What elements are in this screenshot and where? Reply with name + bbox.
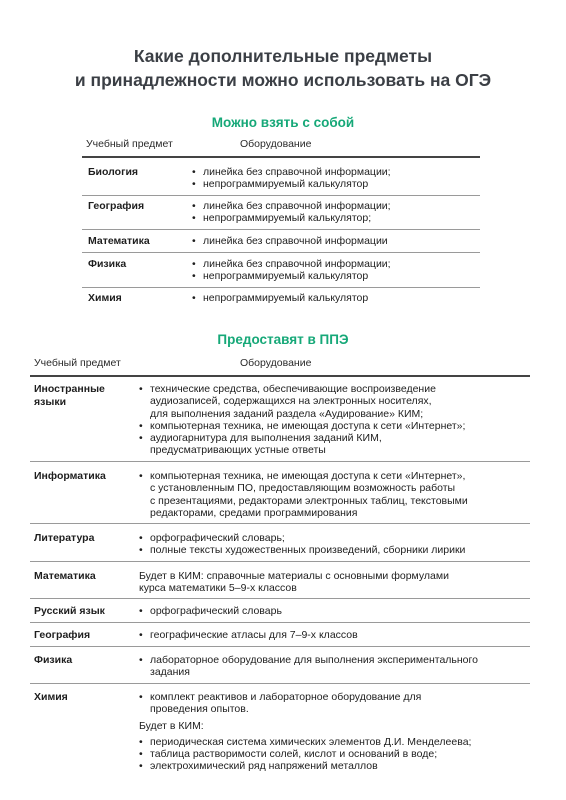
- bring-items-math: [192, 235, 388, 247]
- list-item: • линейка без справочной информации;: [192, 258, 391, 270]
- row-divider: [82, 195, 480, 196]
- provided-subject-informatics: Информатика: [34, 470, 106, 482]
- list-item: • непрограммируемый калькулятор: [192, 292, 369, 304]
- bring-subject-biology: Биология: [88, 166, 139, 178]
- provided-items-math: Будет в КИМ: справочные материалы с основными формулами курса математики 5–9-х классов: [139, 570, 449, 595]
- list-item: • линейка без справочной информации;: [192, 200, 391, 212]
- list-item: • линейка без справочной информации;: [192, 166, 391, 178]
- bring-items-geography: [192, 200, 391, 225]
- bring-items-physics: [192, 258, 391, 283]
- list-item: • таблица растворимости солей, кислот и оснований в воде;: [139, 748, 438, 761]
- row-divider: [30, 646, 530, 647]
- list-item: • компьютерная техника, не имеющая доступа к сети «Интернет»;: [139, 419, 466, 432]
- provided-subject-literature: Литература: [34, 532, 95, 544]
- provided-items-geography: [139, 629, 358, 641]
- section-provided-title: Предоставят в ППЭ: [217, 332, 349, 347]
- bring-header-rule: [82, 156, 480, 158]
- bring-col-equipment: Оборудование: [240, 138, 312, 150]
- row-divider: [30, 523, 530, 524]
- provided-subject-foreign-languages: Иностранные языки: [34, 383, 105, 408]
- provided-items-russian: [139, 605, 282, 617]
- provided-subject-chemistry: Химия: [34, 691, 68, 703]
- provided-header-rule: [30, 375, 530, 377]
- list-item: • аудиогарнитура для выполнения заданий КИМ, предусматривающих устные ответы: [139, 432, 382, 457]
- list-item: • полные тексты художественных произведений, сборники лирики: [139, 544, 466, 557]
- bring-items-biology: [192, 166, 391, 191]
- provided-subject-geography: География: [34, 629, 91, 641]
- bring-subject-geography: География: [88, 200, 145, 212]
- row-divider: [82, 287, 480, 288]
- provided-items-physics: [139, 654, 478, 679]
- list-item: • компьютерная техника, не имеющая доступа к сети «Интернет», с установленным ПО, предоставляющим возможность работы с презентациями, редакторами электронных таблиц, текстовыми редакторами, средами программирования: [139, 470, 468, 519]
- provided-subject-math: Математика: [34, 570, 96, 582]
- row-divider: [30, 622, 530, 623]
- list-item: • географические атласы для 7–9-х классов: [139, 629, 358, 641]
- provided-col-equipment: Оборудование: [240, 357, 312, 369]
- page-title: [0, 44, 566, 92]
- list-item: • орфографический словарь: [139, 605, 282, 617]
- provided-subject-russian: Русский язык: [34, 605, 105, 617]
- provided-subject-physics: Физика: [34, 654, 73, 666]
- list-item: • периодическая система химических элементов Д.И. Менделеева;: [139, 735, 472, 748]
- list-item: • орфографический словарь;: [139, 532, 285, 544]
- page-title-line-1: Какие дополнительные предметы: [133, 46, 433, 66]
- provided-items-foreign-languages: [139, 383, 465, 457]
- provided-items-chemistry: [139, 691, 471, 773]
- bring-col-subject: Учебный предмет: [86, 138, 173, 150]
- bring-subject-math: Математика: [88, 235, 150, 247]
- chemistry-kim-note: Будет в КИМ:: [139, 719, 204, 732]
- row-divider: [82, 229, 480, 230]
- row-divider: [30, 598, 530, 599]
- row-divider: [30, 683, 530, 684]
- provided-items-informatics: [139, 470, 468, 519]
- list-item: • непрограммируемый калькулятор;: [192, 212, 372, 225]
- row-divider: [30, 461, 530, 462]
- section-bring-title: Можно взять с собой: [211, 115, 355, 130]
- list-item: • комплект реактивов и лабораторное оборудование для проведения опытов.: [139, 691, 422, 716]
- list-item: • лабораторное оборудование для выполнения экспериментального задания: [139, 654, 478, 679]
- row-divider: [82, 252, 480, 253]
- row-divider: [30, 561, 530, 562]
- list-item: • электрохимический ряд напряжений металлов: [139, 760, 378, 773]
- list-item: • непрограммируемый калькулятор: [192, 270, 369, 283]
- bring-subject-physics: Физика: [88, 258, 127, 270]
- bring-subject-chemistry: Химия: [88, 292, 122, 304]
- list-item: • технические средства, обеспечивающие воспроизведение аудиозаписей, содержащихся на электронных носителях, для выполнения заданий раздела «Аудирование» КИМ;: [139, 383, 436, 420]
- provided-items-literature: [139, 532, 465, 557]
- list-item: • непрограммируемый калькулятор: [192, 178, 369, 191]
- bring-items-chemistry: [192, 292, 368, 304]
- provided-col-subject: Учебный предмет: [34, 357, 121, 369]
- page-title-line-2: и принадлежности можно использовать на ОГЭ: [74, 70, 492, 90]
- list-item: • линейка без справочной информации: [192, 235, 388, 247]
